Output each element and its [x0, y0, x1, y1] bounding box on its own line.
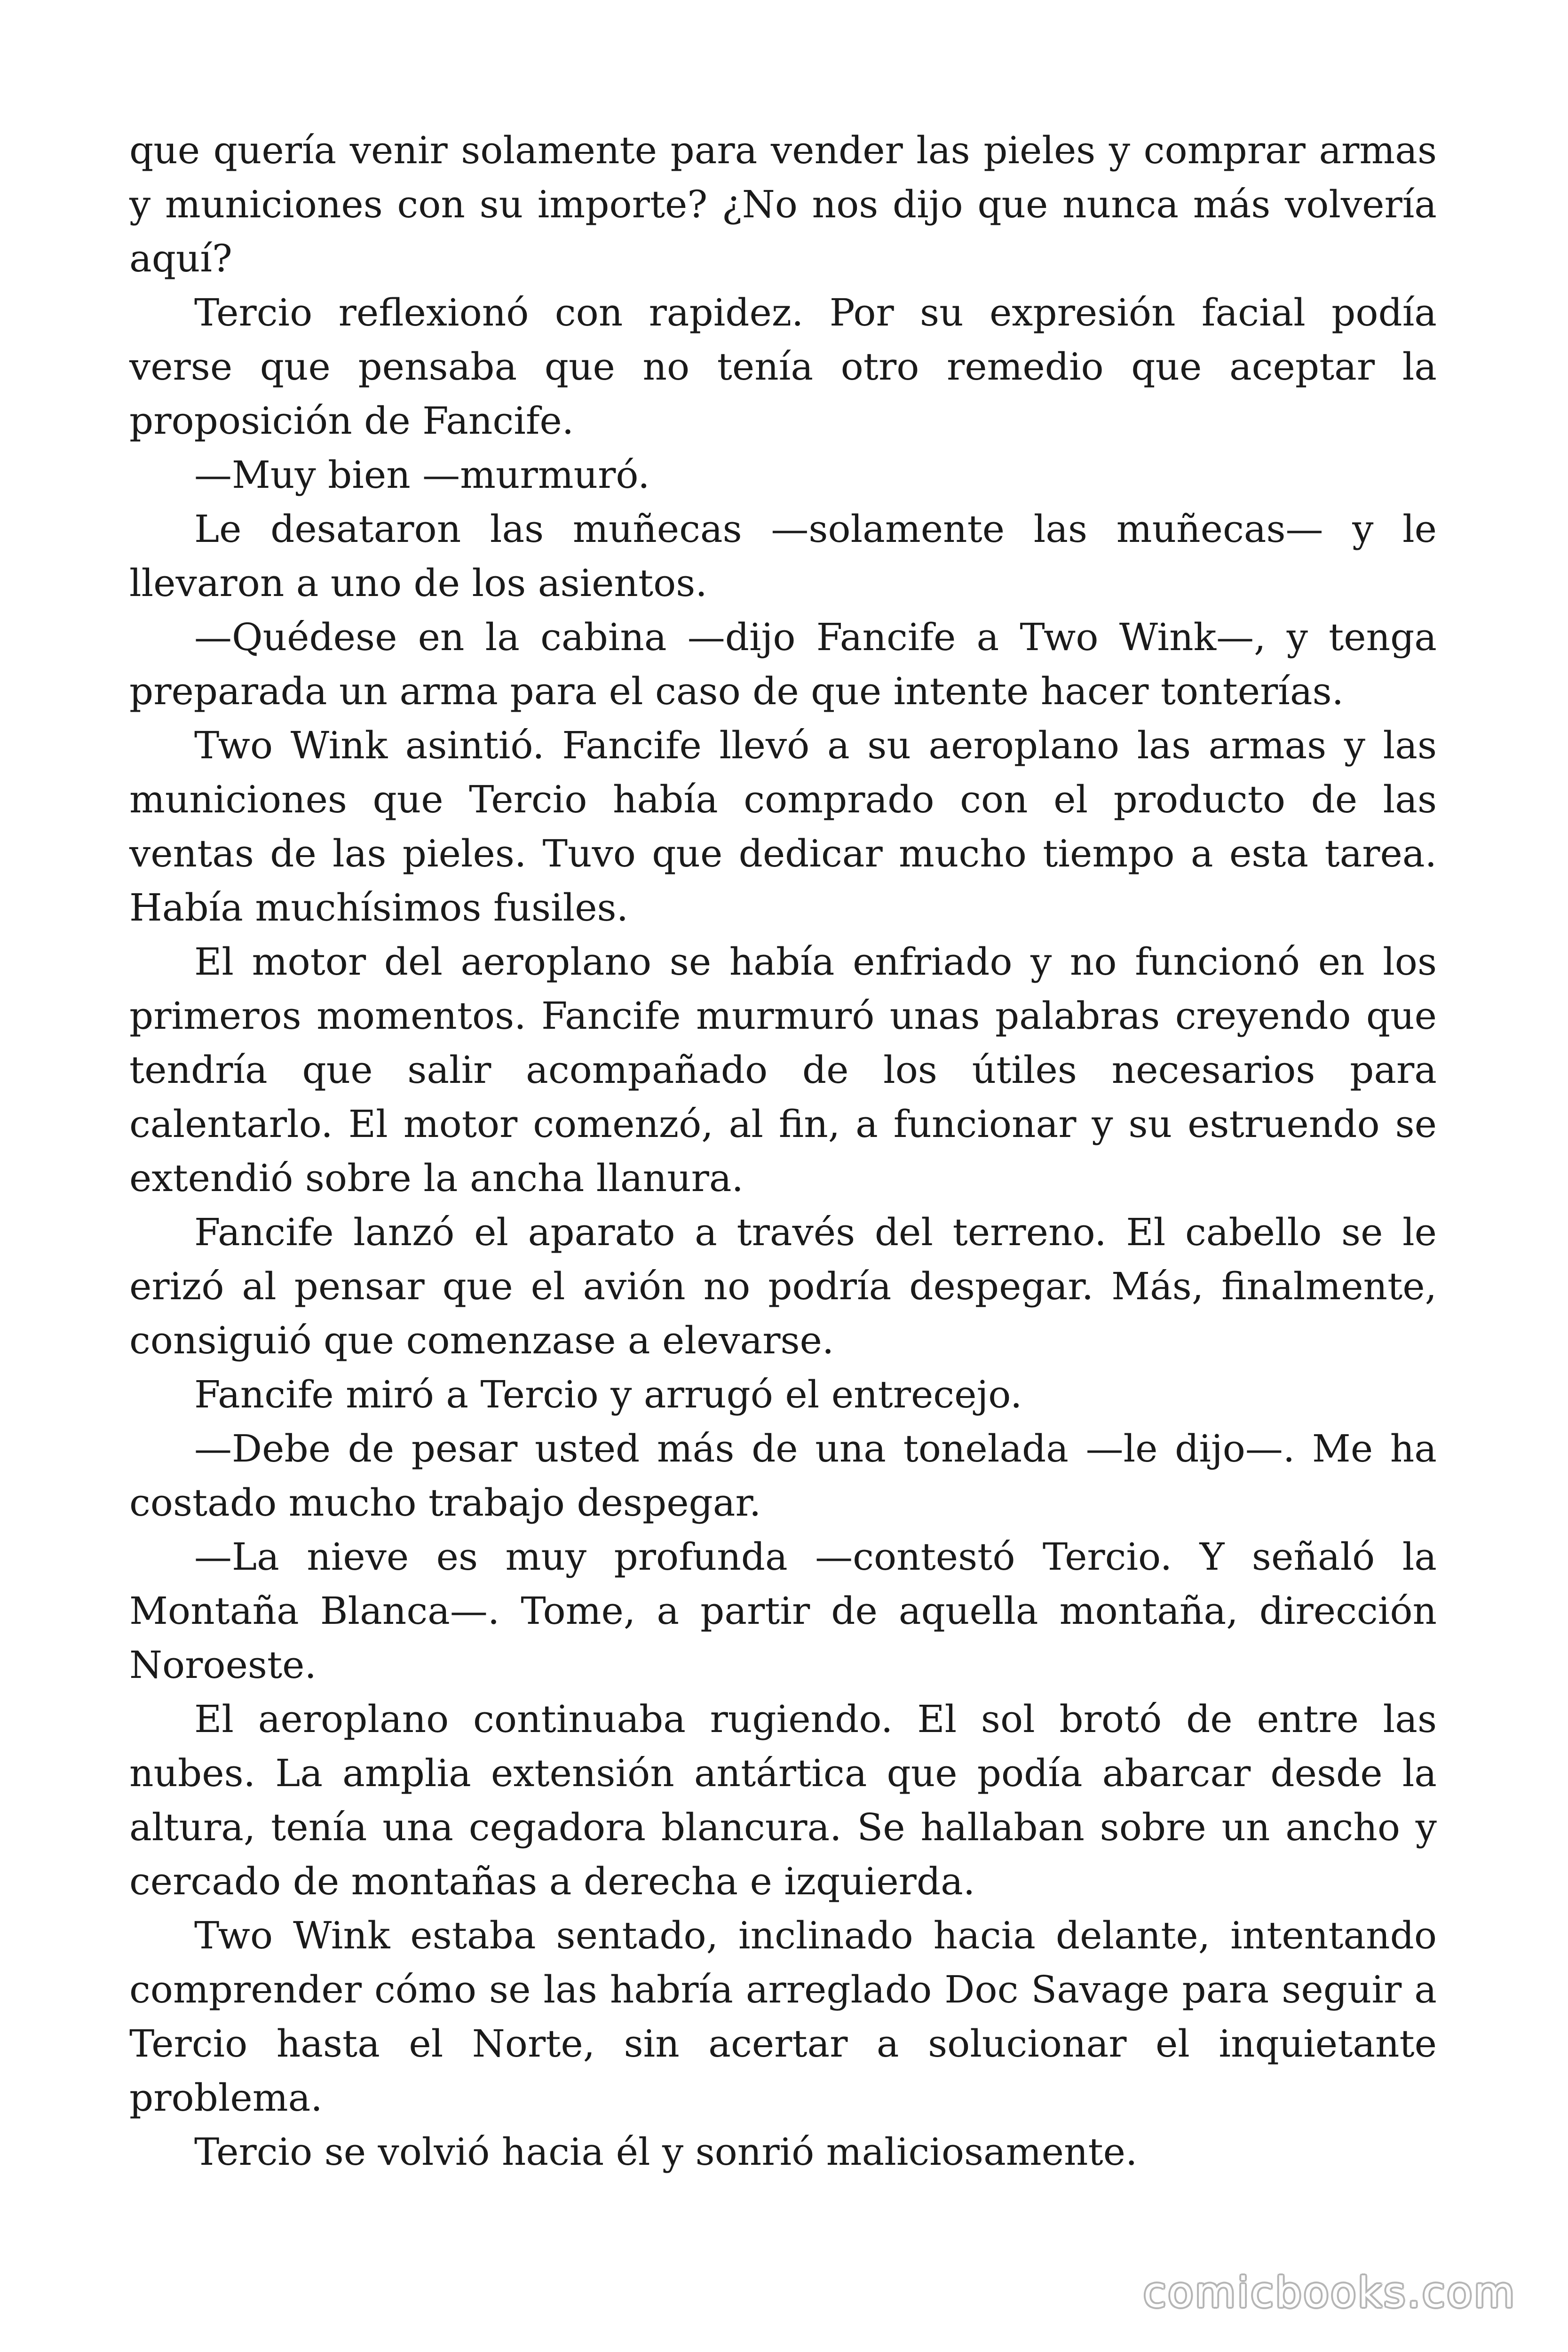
body-text — [129, 123, 1437, 2179]
dialogue-paragraph: —Quédese en la cabina —dijo Fancife a Two Wink—, y tenga preparada un arma para el caso de que intente hacer tonterías. — [129, 615, 1437, 713]
paragraph: Tercio se volvió hacia él y sonrió maliciosamente. — [194, 2130, 1138, 2174]
paragraph: Two Wink estaba sentado, inclinado hacia delante, intentando comprender cómo se las habría arreglado Doc Savage para seguir a Tercio hasta el Norte, sin acertar a solucionar el inquietante problema. — [129, 1914, 1437, 2120]
dialogue-paragraph: —Muy bien —murmuró. — [194, 453, 650, 497]
paragraph: Two Wink asintió. Fancife llevó a su aeroplano las armas y las municiones que Tercio había comprado con el producto de las ventas de las pieles. Tuvo que dedicar mucho tiempo a esta tarea. Había muchísimos fusiles. — [129, 723, 1437, 930]
paragraph-continuation: que quería venir solamente para vender las pieles y comprar armas y municiones con su importe? ¿No nos dijo que nunca más volvería aquí? — [129, 128, 1437, 280]
paragraph: Tercio reflexionó con rapidez. Por su expresión facial podía verse que pensaba que no tenía otro remedio que aceptar la proposición de Fancife. — [129, 291, 1437, 443]
paragraph: Le desataron las muñecas —solamente las muñecas— y le llevaron a uno de los asientos. — [129, 507, 1437, 605]
paragraph: El aeroplano continuaba rugiendo. El sol brotó de entre las nubes. La amplia extensión antártica que podía abarcar desde la altura, tenía una cegadora blancura. Se hallaban sobre un ancho y cercado de montañas a derecha e izquierda. — [129, 1697, 1437, 1903]
paragraph: El motor del aeroplano se había enfriado y no funcionó en los primeros momentos. Fancife murmuró unas palabras creyendo que tendría que salir acompañado de los útiles necesarios para calentarlo. El motor comenzó, al fin, a funcionar y su estruendo se extendió sobre la ancha llanura. — [129, 940, 1437, 1200]
dialogue-paragraph: —La nieve es muy profunda —contestó Tercio. Y señaló la Montaña Blanca—. Tome, a partir de aquella montaña, dirección Noroeste. — [129, 1535, 1437, 1687]
watermark-logo: comicbooks.com — [1143, 2268, 1516, 2317]
paragraph: Fancife miró a Tercio y arrugó el entrecejo. — [194, 1373, 1022, 1416]
paragraph: Fancife lanzó el aparato a través del terreno. El cabello se le erizó al pensar que el avión no podría despegar. Más, finalmente, consiguió que comenzase a elevarse. — [129, 1210, 1437, 1362]
dialogue-paragraph: —Debe de pesar usted más de una tonelada —le dijo—. Me ha costado mucho trabajo despegar. — [129, 1427, 1437, 1525]
